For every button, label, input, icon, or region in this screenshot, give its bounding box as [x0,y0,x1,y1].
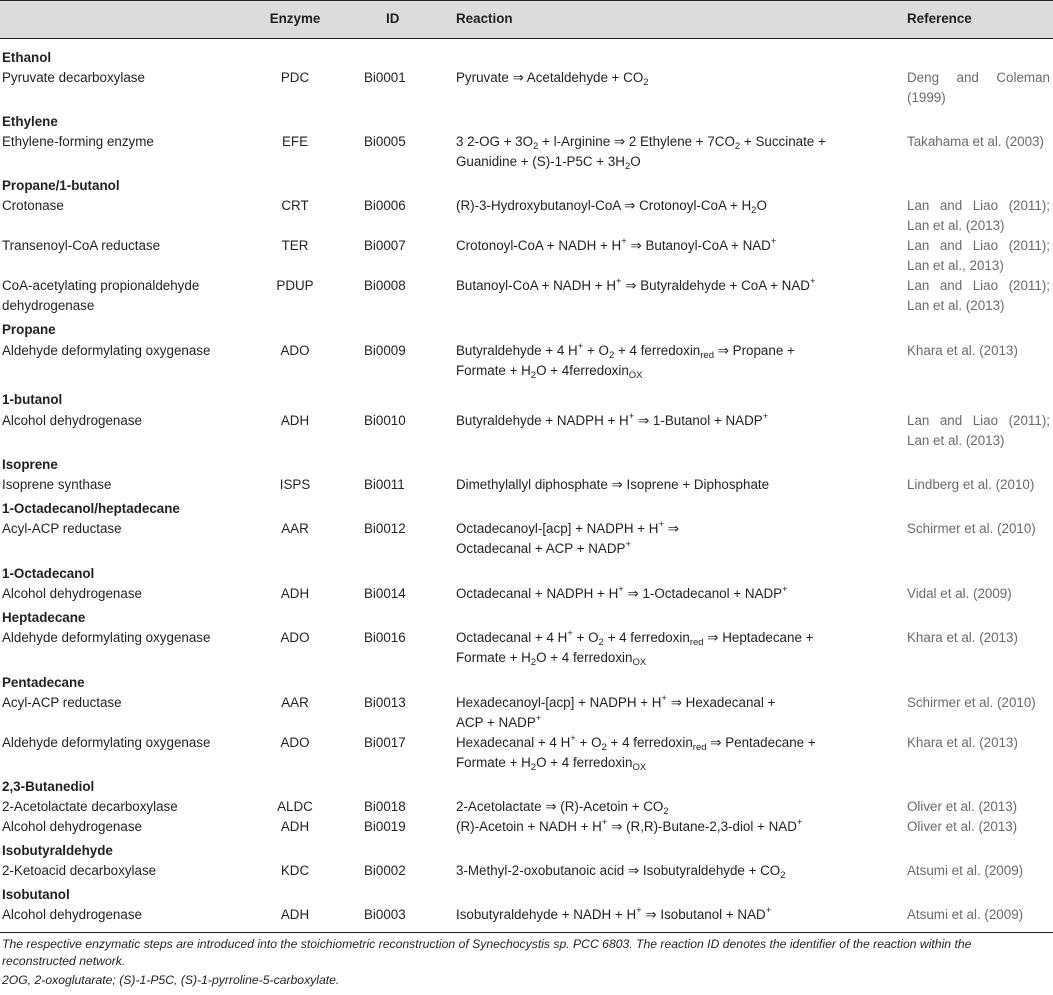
reaction-equation: (R)-Acetoin + NADH + H+ ⇒ (R,R)-Butane-2,3-diol + NAD+ [456,817,803,834]
reference: Khara et al. (2013) [907,630,1018,645]
reaction-equation-continued: Octadecanal + ACP + NADP+ [456,539,632,556]
enzyme-abbr: ADO [280,630,310,645]
reaction-equation: 3 $2-OG + 3O_2$ + l-Arginine ⇒ 2 Ethylene + $7CO_2$ + Succinate + [456,134,826,152]
enzyme-name: Alcohol dehydrogenase [2,413,142,428]
section-title: Ethylene [2,114,58,129]
section-title: Ethanol [2,50,52,65]
enzyme-abbr: AAR [281,521,309,536]
section-title: Heptadecane [2,610,86,625]
enzyme-name: CoA-acetylating propionaldehyde [2,278,200,293]
enzyme-abbr: ADH [280,819,310,834]
reaction-equation-continued: Formate + $H_2O + 4$ ferredoxin$_{OX}$ [456,650,647,668]
enzyme-name: Aldehyde deformylating oxygenase [2,343,211,358]
enzyme-abbr: CRT [281,198,309,213]
header-reference: Reference [907,11,972,26]
enzyme-abbr: ADO [280,343,310,358]
enzyme-name: Transenoyl-CoA reductase [2,238,161,253]
reaction-id: Bi0011 [364,477,405,492]
header-enzyme: Enzyme [269,11,321,26]
section-title: 2,3-Butanediol [2,779,95,794]
reaction-id: Bi0008 [364,278,406,293]
section-title: 1-butanol [2,392,63,407]
reference: Lan and Liao (2011); [907,238,1050,253]
reaction-id: Bi0012 [364,521,406,536]
reaction-equation: 2-Acetolactate ⇒ (R)-Acetoin + $CO_2$ [456,799,669,817]
footnote: 2OG, 2-oxoglutarate; (S)-1-P5C, (S)-1-pyrroline-5-carboxylate. [2,973,340,987]
reaction-id: Bi0018 [364,799,406,814]
reaction-id: Bi0002 [364,863,406,878]
enzyme-abbr: ADH [280,907,310,922]
enzyme-abbr: ADH [280,586,310,601]
table-header-background [0,0,1053,38]
reaction-equation: Octadecanal + NADPH + H+ ⇒ 1-Octadecanol + NADP+ [456,584,788,601]
reaction-id: Bi0019 [364,819,406,834]
enzyme-name: 2-Acetolactate decarboxylase [2,799,178,814]
reaction-id: Bi0001 [364,70,406,85]
section-title: Isobutyraldehyde [2,843,113,858]
reaction-equation: Dimethylallyl diphosphate ⇒ Isoprene + Diphosphate [456,477,770,492]
reaction-equation: Octadecanal + 4 $H^+ + O_2 + 4$ ferredoxin$_{red}$ ⇒ Heptadecane + [456,628,814,648]
header-reaction: Reaction [456,11,513,26]
reference: Lan et al. (2013) [907,433,1005,448]
reference: Oliver et al. (2013) [907,799,1018,814]
reaction-equation: Butyraldehyde + 4 $H^+ + O_2 + 4$ ferredoxin$_{red}$ ⇒ Propane + [456,341,795,361]
reaction-equation: Hexadecanoyl-[acp] + NADPH + H+ ⇒ Hexadecanal + [456,693,776,710]
section-title: 1-Octadecanol/heptadecane [2,501,180,516]
footnote: The respective enzymatic steps are introduced into the stoichiometric reconstruction of Synechocystis sp. PCC 6803. The reaction ID denotes the identifier of the reaction within the [2,937,972,951]
reaction-id: Bi0017 [364,735,406,750]
reference: Lan et al. (2013) [907,298,1005,313]
enzyme-name: Alcohol dehydrogenase [2,907,142,922]
reaction-equation: Butanoyl-CoA + NADH + H+ ⇒ Butyraldehyde + CoA + NAD+ [456,276,816,293]
reaction-equation: Octadecanoyl-[acp] + NADPH + H+ ⇒ [456,519,679,536]
enzyme-abbr: ISPS [279,477,311,492]
reaction-equation: Pyruvate ⇒ Acetaldehyde + $CO_2$ [456,70,649,88]
top-rule [0,0,1053,1]
reference: Lan and Liao (2011); [907,413,1050,428]
enzyme-abbr: ALDC [277,799,313,814]
reference: Khara et al. (2013) [907,343,1018,358]
reaction-id: Bi0010 [364,413,406,428]
enzyme-name: Isoprene synthase [2,477,112,492]
bottom-rule [0,932,1053,933]
reaction-equation: Crotonoyl-CoA + NADH + H+ ⇒ Butanoyl-CoA + NAD+ [456,236,777,253]
enzyme-abbr: KDC [280,863,310,878]
enzyme-abbr: PDC [280,70,310,85]
section-title: Propane/1-butanol [2,178,120,193]
footnote: reconstructed network. [2,954,126,968]
reference: Lan et al., 2013) [907,258,1004,273]
reaction-id: Bi0006 [364,198,406,213]
reaction-equation: (R)-3-Hydroxybutanoyl-CoA ⇒ Crotonoyl-CoA + $H_2O$ [456,198,767,216]
header-id: ID [386,11,400,26]
reaction-equation-continued: Formate + $H_2O$ + 4ferredoxin$_{OX}$ [456,363,643,381]
enzyme-name: Pyruvate decarboxylase [2,70,145,85]
reference: Oliver et al. (2013) [907,819,1018,834]
section-title: Pentadecane [2,675,85,690]
reference: Lan et al. (2013) [907,218,1005,233]
reaction-id: Bi0013 [364,695,406,710]
reference: Schirmer et al. (2010) [907,521,1036,536]
header-rule [0,38,1053,39]
reference: Deng and Coleman [907,70,1050,85]
enzyme-name: Aldehyde deformylating oxygenase [2,735,211,750]
enzyme-name: 2-Ketoacid decarboxylase [2,863,157,878]
reaction-id: Bi0009 [364,343,406,358]
enzyme-name: Crotonase [2,198,64,213]
section-title: Isoprene [2,457,58,472]
reaction-equation: Hexadecanal + 4 $H^+ + O_2 + 4$ ferredoxin$_{red}$ ⇒ Pentadecane + [456,733,816,753]
reference: Takahama et al. (2003) [907,134,1044,149]
reaction-equation-continued: ACP + NADP+ [456,713,542,730]
enzyme-abbr: ADO [280,735,310,750]
enzyme-name: Acyl-ACP reductase [2,695,122,710]
reference: Lindberg et al. (2010) [907,477,1035,492]
enzyme-abbr: EFE [281,134,309,149]
reaction-equation-continued: Formate + $H_2O + 4$ ferredoxin$_{OX}$ [456,755,647,773]
reference: Vidal et al. (2009) [907,586,1012,601]
reference: Lan and Liao (2011); [907,278,1050,293]
section-title: Isobutanol [2,887,70,902]
enzyme-name: Alcohol dehydrogenase [2,586,142,601]
reaction-id: Bi0014 [364,586,406,601]
reaction-equation: Isobutyraldehyde + NADH + H+ ⇒ Isobutanol + NAD+ [456,905,772,922]
enzyme-name: Acyl-ACP reductase [2,521,122,536]
section-title: Propane [2,322,56,337]
enzyme-name: Aldehyde deformylating oxygenase [2,630,211,645]
reference: Schirmer et al. (2010) [907,695,1036,710]
reference: Lan and Liao (2011); [907,198,1050,213]
reaction-id: Bi0003 [364,907,406,922]
enzyme-name: Alcohol dehydrogenase [2,819,142,834]
enzyme-abbr: TER [281,238,309,253]
reaction-equation: Butyraldehyde + NADPH + H+ ⇒ 1-Butanol + NADP+ [456,411,769,428]
enzyme-name: Ethylene-forming enzyme [2,134,154,149]
reaction-equation: 3-Methyl-2-oxobutanoic acid ⇒ Isobutyraldehyde + $CO_2$ [456,863,786,881]
enzyme-abbr: AAR [281,695,309,710]
enzyme-name-continued: dehydrogenase [2,298,95,313]
enzyme-abbr: PDUP [276,278,314,293]
reference: Khara et al. (2013) [907,735,1018,750]
reaction-id: Bi0005 [364,134,406,149]
reaction-id: Bi0007 [364,238,406,253]
enzyme-abbr: ADH [280,413,310,428]
reference: Atsumi et al. (2009) [907,907,1024,922]
section-title: 1-Octadecanol [2,566,95,581]
reference: (1999) [907,90,946,105]
reaction-equation-continued: Guanidine + $(S)-1-P5C + 3H_2O$ [456,154,641,172]
reference: Atsumi et al. (2009) [907,863,1024,878]
reaction-id: Bi0016 [364,630,406,645]
